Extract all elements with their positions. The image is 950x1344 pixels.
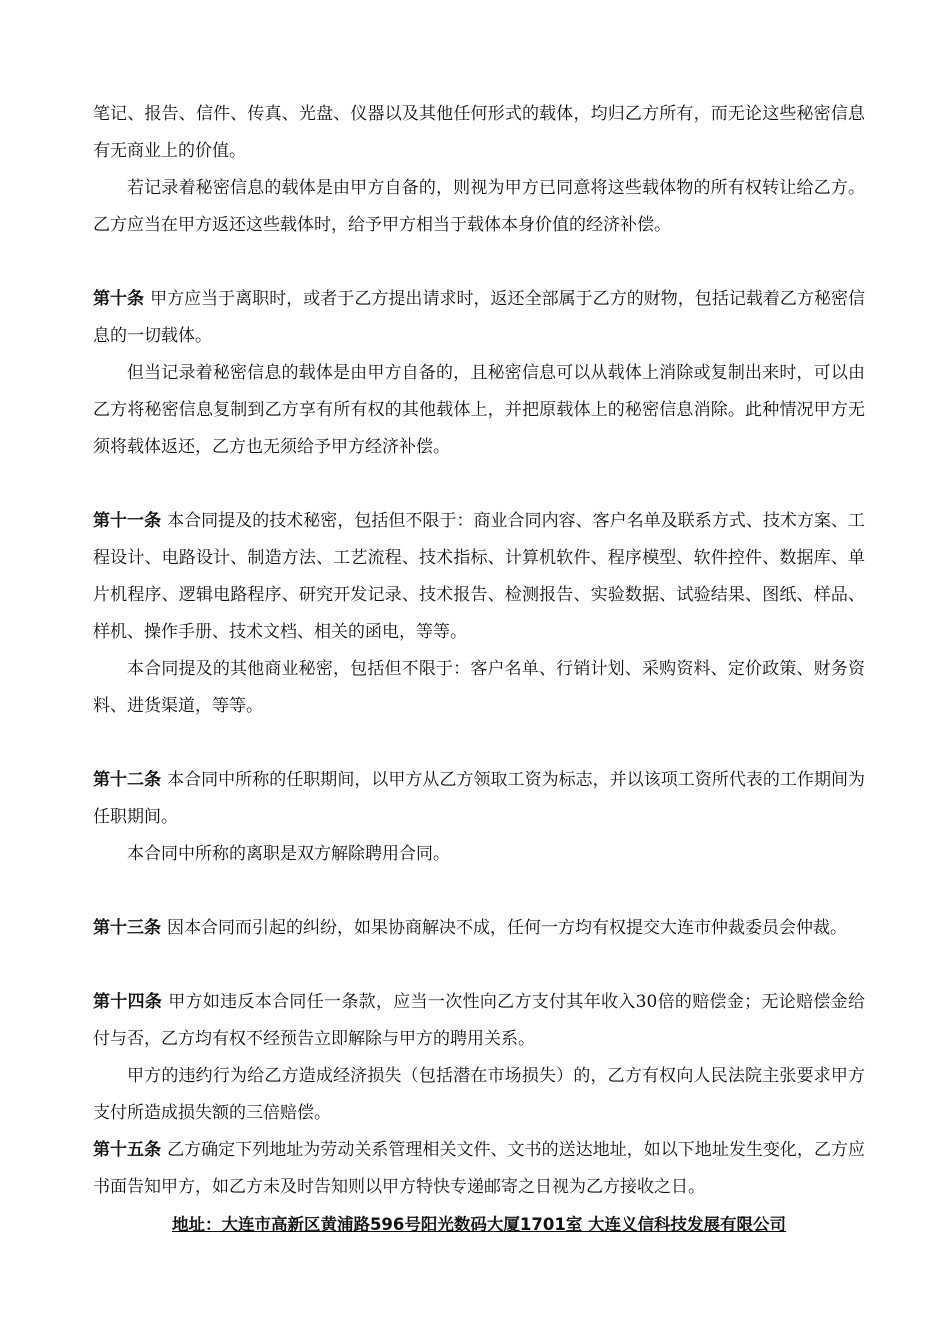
spacer	[93, 873, 865, 910]
article-12	[93, 762, 865, 836]
article-11	[93, 503, 865, 651]
article-12-paragraph-2: 本合同中所称的离职是双方解除聘用合同。	[127, 844, 450, 864]
article-13	[93, 910, 865, 947]
article-14-paragraph-2: 甲方的违约行为给乙方造成经济损失（包括潜在市场损失）的，乙方有权向人民法院主张要求甲方支付所造成损失额的三倍赔偿。	[93, 1066, 865, 1123]
article-number: 第十四条	[93, 992, 163, 1012]
article-text: 本合同中所称的任职期间，以甲方从乙方领取工资为标志，并以该项工资所代表的工作期间为任职期间。	[93, 770, 866, 827]
article-10	[93, 281, 865, 355]
article-number: 第十条	[93, 289, 145, 309]
article-number: 第十五条	[93, 1140, 162, 1160]
article-number: 第十二条	[93, 770, 162, 790]
delivery-address: 地址：大连市高新区黄浦路596号阳光数码大厦1701室 大连义信科技发展有限公司	[171, 1215, 787, 1234]
spacer	[93, 466, 865, 503]
article-14	[93, 984, 865, 1058]
article-text: 甲方如违反本合同任一条款，应当一次性向乙方支付其年收入30倍的赔偿金；无论赔偿金给付与否，乙方均有权不经预告立即解除与甲方的聘用关系。	[93, 992, 865, 1049]
article-11-paragraph-2: 本合同提及的其他商业秘密，包括但不限于：客户名单、行销计划、采购资料、定价政策、财务资料、进货渠道，等等。	[93, 659, 865, 716]
article-number: 第十三条	[93, 918, 161, 938]
spacer	[93, 947, 865, 984]
article-text: 乙方确定下列地址为劳动关系管理相关文件、文书的送达地址，如以下地址发生变化，乙方应书面告知甲方，如乙方未及时告知则以甲方特快专递邮寄之日视为乙方接收之日。	[93, 1140, 866, 1197]
paragraph-carryover: 笔记、报告、信件、传真、光盘、仪器以及其他任何形式的载体，均归乙方所有，而无论这些秘密信息有无商业上的价值。	[93, 104, 865, 161]
paragraph-carrier-self-provided: 若记录着秘密信息的载体是由甲方自备的，则视为甲方已同意将这些载体物的所有权转让给乙方。乙方应当在甲方返还这些载体时，给予甲方相当于载体本身价值的经济补偿。	[93, 178, 865, 235]
document-page	[93, 96, 865, 1243]
article-text: 因本合同而引起的纠纷，如果协商解决不成，任何一方均有权提交大连市仲裁委员会仲裁。	[167, 918, 847, 938]
spacer	[93, 244, 865, 281]
spacer	[93, 725, 865, 762]
article-text: 本合同提及的技术秘密，包括但不限于：商业合同内容、客户名单及联系方式、技术方案、工程设计、电路设计、制造方法、工艺流程、技术指标、计算机软件、程序模型、软件控件、数据库、单片机程序、逻辑电路程序、研究开发记录、技术报告、检测报告、实验数据、试验结果、图纸、样品、样机、操作手册、技术文档、相关的函电，等等。	[93, 511, 866, 642]
article-text: 甲方应当于离职时，或者于乙方提出请求时，返还全部属于乙方的财物，包括记载着乙方秘密信息的一切载体。	[93, 289, 866, 346]
article-15	[93, 1132, 865, 1206]
article-number: 第十一条	[93, 511, 162, 531]
article-10-paragraph-2: 但当记录着秘密信息的载体是由甲方自备的，且秘密信息可以从载体上消除或复制出来时，可以由乙方将秘密信息复制到乙方享有所有权的其他载体上，并把原载体上的秘密信息消除。此种情况甲方无须将载体返还，乙方也无须给予甲方经济补偿。	[93, 363, 865, 457]
